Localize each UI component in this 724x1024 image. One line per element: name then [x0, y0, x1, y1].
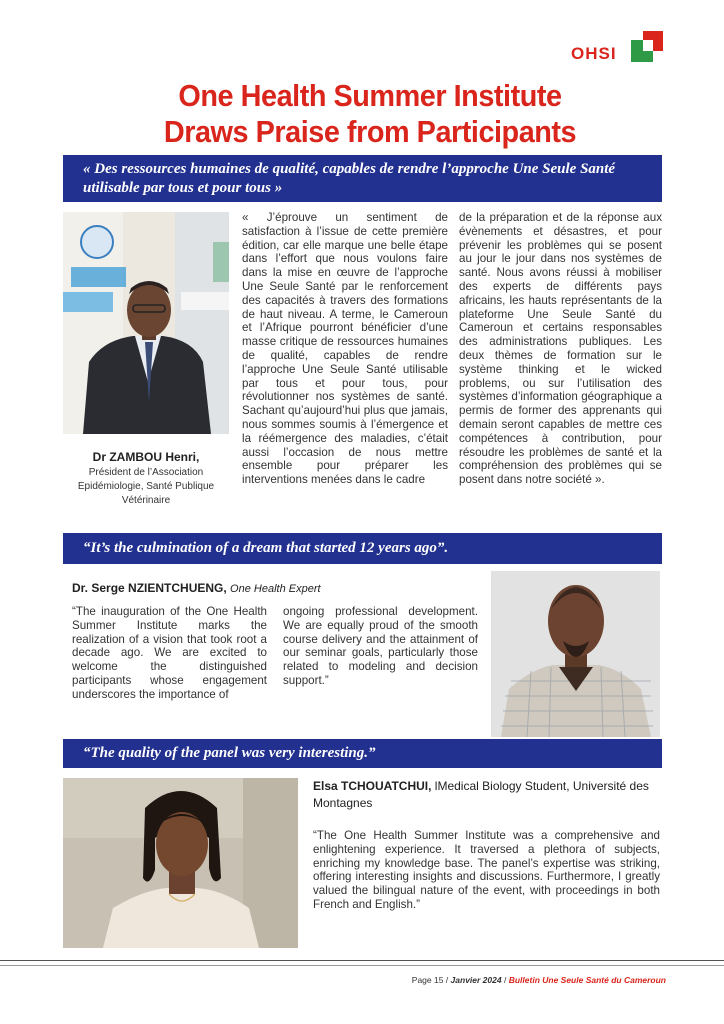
caption-role-zambou: Président de l’Association Epidémiologie, Santé Publique Vétérinaire — [77, 467, 215, 506]
speaker-role: lMedical Biology Student, Université des Montagnes — [313, 779, 649, 810]
photo-zambou-henri — [63, 212, 229, 434]
footer-date: Janvier 2024 — [450, 975, 502, 985]
speaker-name: Dr. Serge NZIENTCHUENG, — [72, 581, 227, 595]
speaker-nzientchueng — [72, 581, 321, 595]
title-line-2: Draws Praise from Participants — [163, 114, 577, 149]
title-line-1: One Health Summer Institute — [178, 78, 562, 113]
footer-rule-top — [0, 960, 724, 961]
quote-text-body: “The One Health Summer Institute was a comprehensive and enlightening experience. It traversed a plethora of subjects, enriching my knowledge base. The panel’s expertise was striking, offering interesting insights and discussions. Furthermore, I greatly valued the bilingual nature of the event, with proceedings in both French and English.” — [313, 829, 660, 911]
speaker-name: Elsa TCHOUATCHUI, — [313, 779, 432, 793]
photo-tchouatchui — [63, 778, 298, 948]
quote-text-col-1: “The inauguration of the One Health Summer Institute marks the realization of a vision that took root a decade ago. We are excited to welcome the distinguished participants whose engagement underscores the importance of — [72, 605, 267, 701]
speaker-role: One Health Expert — [230, 583, 321, 595]
page-title — [110, 78, 631, 150]
footer-bulletin: Bulletin Une Seule Santé du Cameroun — [508, 975, 666, 985]
ohsi-logo-icon — [631, 31, 664, 64]
quote-banner-2: “It’s the culmination of a dream that started 12 years ago”. — [63, 533, 662, 564]
footer-page: Page 15 / — [411, 975, 449, 985]
quote-text-col-2: ongoing professional development. We are equally proud of the smooth course delivery and the attainment of our seminar goals, particularly those related to modeling and decision support.” — [283, 605, 478, 687]
page-footer — [300, 975, 666, 985]
ohsi-logo-text: OHSI — [571, 44, 617, 63]
photo-nzientchueng — [491, 571, 660, 737]
quote-banner-3: “The quality of the panel was very interesting.” — [63, 739, 662, 768]
article-text-col-2: de la préparation et de la réponse aux évènements et désastres, et pour prévenir les problèmes qui se posent au jour le jour dans nos systèmes de santé. Nous avons réussi à mobiliser des experts de différents pays africains, les hauts représentants de la plateforme Une Seule Santé du Cameroun et certains responsables des administrations publiques. Les deux thèmes de formation sur le système thinking et le wicked problems, ou sur l’utilisation des systèmes d’information géographique a permis de former des apprenants qui demain seront capables de mettre ces compétences à contribution, pour résoudre les problèmes de santé et la compréhension des problèmes qui se posent dans notre société ». — [459, 211, 662, 487]
article-text-col-1: « J’éprouve un sentiment de satisfaction à l’issue de cette première édition, car elle marque une belle étape dans l’effort que nous voulons faire dans la mise en œuvre de l’approche Une Seule Santé par le renforcement des capacités à travers des formations de haut niveau. A terme, le Cameroun et l’Afrique pourront bénéficier d’une masse critique de ressources humaines de qualité, capables de rendre l’approche Une Seule Santé utilisable par tous et pour tous, pour révolutionner nos systèmes de santé. Sachant qu’aujourd’hui plus que jamais, nous sommes soumis à l’émergence et la réémergence des maladies, c’était aussi l’occasion de nous mettre ensemble pour préparer les interventions menées dans le cadre — [242, 211, 448, 487]
caption-name-zambou: Dr ZAMBOU Henri, — [92, 450, 200, 464]
quote-banner-1 — [63, 155, 662, 202]
footer-rule-bottom — [0, 965, 724, 966]
quote-banner-1-text: « Des ressources humaines de qualité, capables de rendre l’approche Une Seule Santé utilisable par tous et pour tous » — [83, 161, 616, 196]
speaker-tchouatchui — [313, 778, 661, 812]
footer-separator: / — [503, 975, 507, 985]
